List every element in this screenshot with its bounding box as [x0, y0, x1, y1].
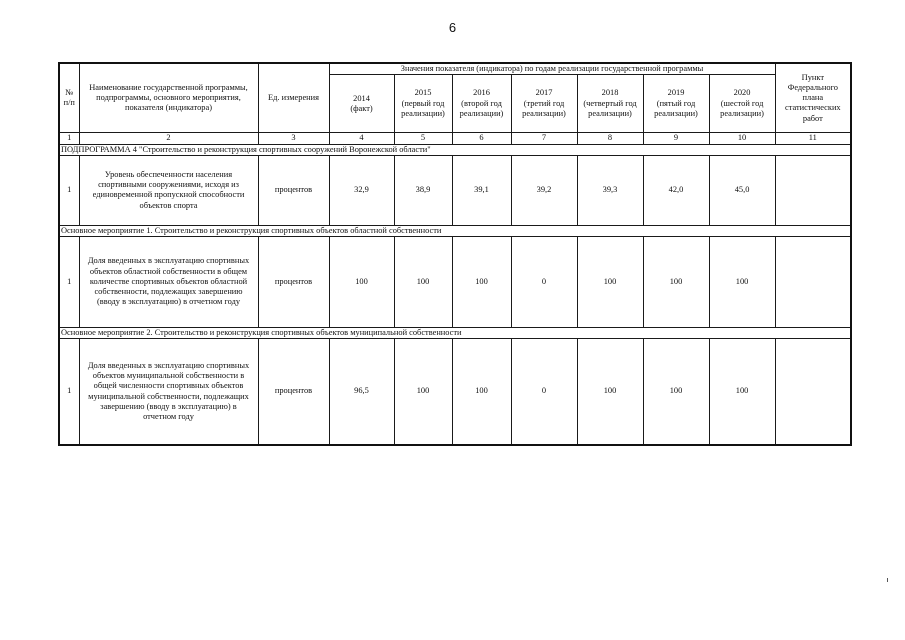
indicator-name: Уровень обеспеченности населения спортивными сооружениями, исходя из единовременной пропускной способности объектов спорта — [79, 155, 258, 225]
value-2017: 39,2 — [511, 155, 577, 225]
year-note: (четвертый год реализации) — [583, 98, 637, 118]
main-activity-title: Основное мероприятие 2. Строительство и реконструкция спортивных объектов муниципальной собственности — [59, 328, 851, 339]
unit-cell: процентов — [258, 155, 329, 225]
scan-artifact-mark — [887, 578, 888, 582]
row-no: 1 — [59, 339, 79, 445]
value-2016: 100 — [452, 237, 511, 328]
header-year-2014 — [329, 75, 394, 133]
year-label: 2019 — [667, 88, 685, 98]
indicator-table — [58, 62, 852, 446]
column-number: 5 — [394, 133, 452, 144]
value-2017: 0 — [511, 237, 577, 328]
value-2019: 42,0 — [643, 155, 709, 225]
year-note: (шестой год реализации) — [720, 98, 764, 118]
value-2018: 39,3 — [577, 155, 643, 225]
year-label: 2018 — [601, 88, 619, 98]
header-name: Наименование государственной программы, подпрограммы, основного мероприятия, показателя (индикатора) — [79, 63, 258, 133]
value-2016: 39,1 — [452, 155, 511, 225]
value-2016: 100 — [452, 339, 511, 445]
year-label: 2015 — [414, 88, 432, 98]
plan-item-cell — [775, 339, 851, 445]
value-2015: 100 — [394, 237, 452, 328]
indicator-name: Доля введенных в эксплуатацию спортивных объектов областной собственности в общем количестве спортивных объектов областной собственности, подлежащих завершению (вводу в эксплуатацию) в отчетном году — [79, 237, 258, 328]
header-unit: Ед. измерения — [258, 63, 329, 133]
row-no: 1 — [59, 237, 79, 328]
main-activity-title: Основное мероприятие 1. Строительство и реконструкция спортивных объектов областной собственности — [59, 225, 851, 236]
subprogram-title: ПОДПРОГРАММА 4 "Строительство и реконструкция спортивных сооружений Воронежской области" — [59, 144, 851, 155]
header-year-2017 — [511, 75, 577, 133]
value-2018: 100 — [577, 237, 643, 328]
value-2019: 100 — [643, 237, 709, 328]
year-label: 2014 — [353, 93, 370, 103]
value-2014: 100 — [329, 237, 394, 328]
unit-cell: процентов — [258, 339, 329, 445]
value-2018: 100 — [577, 339, 643, 445]
value-2015: 100 — [394, 339, 452, 445]
unit-cell: процентов — [258, 237, 329, 328]
column-number: 11 — [775, 133, 851, 144]
header-year-2015 — [394, 75, 452, 133]
value-2019: 100 — [643, 339, 709, 445]
value-2014: 96,5 — [329, 339, 394, 445]
indicator-name: Доля введенных в эксплуатацию спортивных объектов муниципальной собственности в общей численности спортивных объектов муниципальной собственности, подлежащих завершению (вводу в эксплуатацию) в отчетном году — [79, 339, 258, 445]
header-year-2020 — [709, 75, 775, 133]
column-number: 10 — [709, 133, 775, 144]
value-2017: 0 — [511, 339, 577, 445]
year-note: (первый год реализации) — [401, 98, 445, 118]
header-values-group: Значения показателя (индикатора) по годам реализации государственной программы — [329, 63, 775, 75]
column-number: 6 — [452, 133, 511, 144]
row-no: 1 — [59, 155, 79, 225]
column-number: 1 — [59, 133, 79, 144]
header-no: № п/п — [59, 63, 79, 133]
plan-item-cell — [775, 237, 851, 328]
plan-item-cell — [775, 155, 851, 225]
year-label: 2016 — [473, 88, 490, 98]
table-row — [59, 339, 851, 445]
year-note: (пятый год реализации) — [654, 98, 698, 118]
page-number: 6 — [448, 20, 457, 35]
header-year-2016 — [452, 75, 511, 133]
column-number: 2 — [79, 133, 258, 144]
value-2020: 45,0 — [709, 155, 775, 225]
header-year-2019 — [643, 75, 709, 133]
column-number: 8 — [577, 133, 643, 144]
column-number: 3 — [258, 133, 329, 144]
year-note: (второй год реализации) — [459, 98, 504, 118]
value-2015: 38,9 — [394, 155, 452, 225]
year-label: 2020 — [733, 88, 751, 98]
value-2020: 100 — [709, 237, 775, 328]
table-row — [59, 155, 851, 225]
header-plan-item: Пункт Федерального плана статистических работ — [775, 63, 851, 133]
column-number: 9 — [643, 133, 709, 144]
header-year-2018 — [577, 75, 643, 133]
year-note: (факт) — [350, 103, 373, 113]
column-number: 4 — [329, 133, 394, 144]
column-number: 7 — [511, 133, 577, 144]
year-label: 2017 — [535, 88, 553, 98]
table-row — [59, 237, 851, 328]
value-2020: 100 — [709, 339, 775, 445]
year-note: (третий год реализации) — [522, 98, 566, 118]
value-2014: 32,9 — [329, 155, 394, 225]
